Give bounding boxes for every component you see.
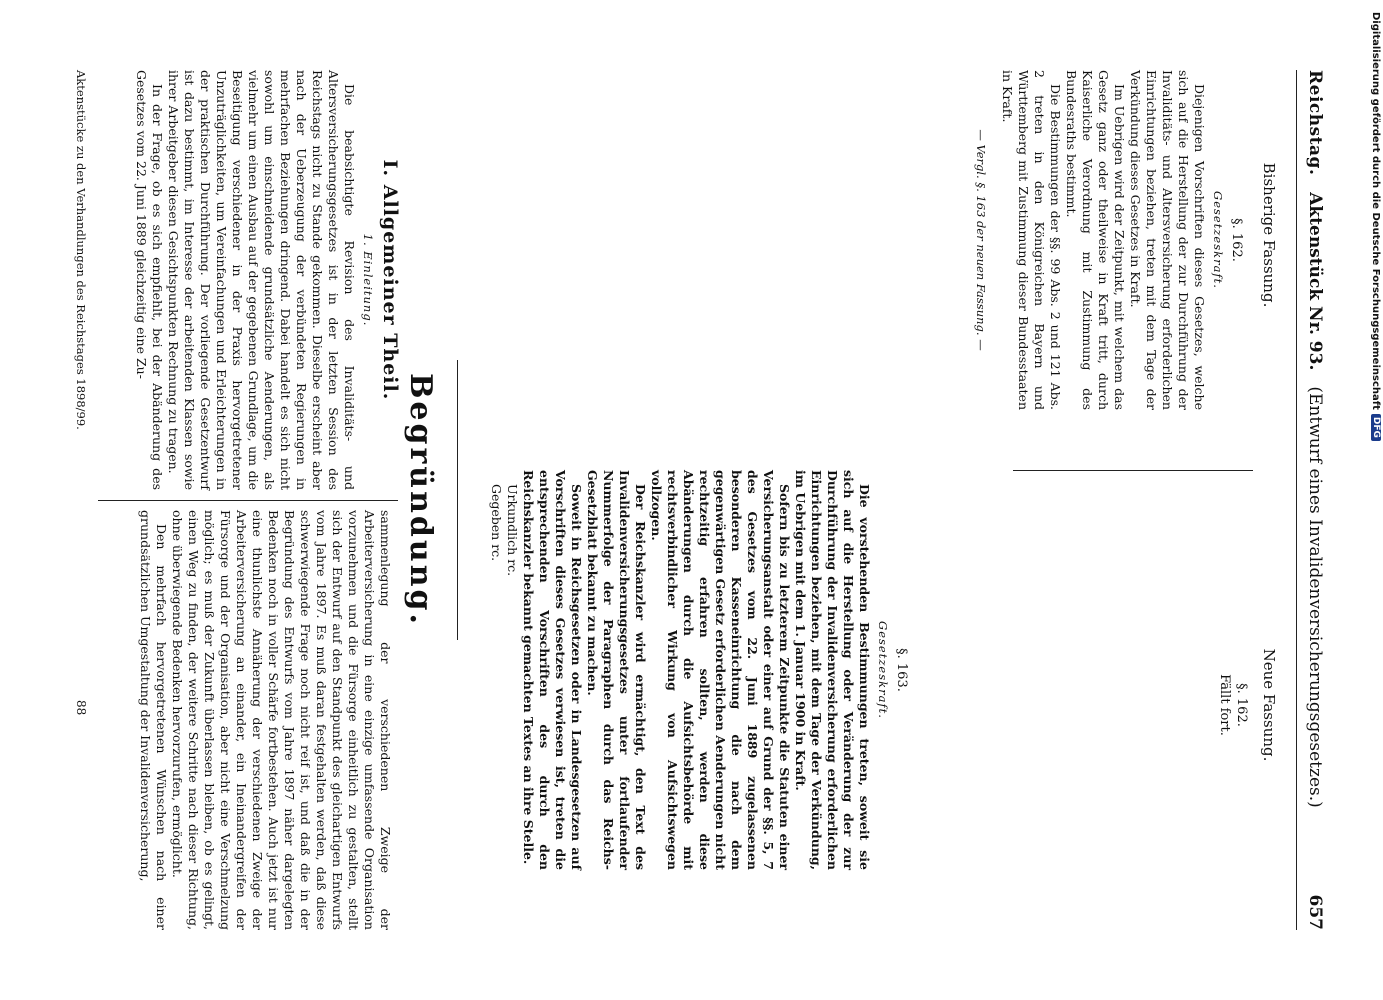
introduction-subtitle: 1. Einleitung.: [361, 233, 375, 327]
cross-reference-note: — Vergl. §. 163 der neuen Fassung. —: [974, 129, 988, 351]
section-163: §. 163.: [894, 648, 909, 692]
old-version-column: [973, 70, 1248, 410]
new-paragraph-4: Soweit in Reichsgesetzen oder in Landesgesetzen auf Vorschriften dieses Gesetzes verwiesen ist, treten die entsprechenden Vorschriften des durch den Reichskanzler bekannt gemachten Textes an ihre Stelle.: [521, 470, 584, 870]
begruendung-paragraph-4: Den mehrfach hervorgetretenen Wünschen nach einer grundsätzlichen Umgestaltung der Invalidenversicherung,: [138, 510, 169, 930]
general-part-title: I. Allgemeiner Theil.: [379, 159, 401, 401]
header-doc-number: Aktenstück Nr. 93.: [1305, 192, 1325, 371]
header-left: Reichstag.: [1305, 70, 1325, 176]
header-doc-title: (Entwurf eines Invalidenversicherungsgesetzes.): [1305, 386, 1325, 808]
old-paragraph-2: Im Uebrigen wird der Zeitpunkt, mit welchem das Gesetz ganz oder theilweise in Kraft tritt, durch Kaiserliche Verordnung mit Zustimmung des Bundesraths bestimmt.: [1064, 70, 1127, 410]
new-paragraph-2: Sofern bis zu letzterem Zeitpunkte die Statuten einer Versicherungsanstalt oder einer auf Grund der §§. 5, 7 des Gesetzes vom 22. Juni 1889 zugelassenen besonderen Kasseneinrichtung die nach dem gegenwärtigen Gesetz erforderlichen Aenderungen nicht rechtzeitig erfahren sollten, werden diese Abänderungen durch die Aufsichtsbehörde mit rechtsverbindlicher Wirkung von Aufsichtswegen vollzogen.: [649, 470, 792, 870]
side-credit-text: Digitalisierung gefördert durch die Deutsche Forschungsgemeinschaft: [1370, 12, 1382, 410]
begruendung-column-divider: [98, 500, 398, 501]
new-paragraph-1: Die vorstehenden Bestimmungen treten, soweit sie sich auf die Herstellung oder Veränderung der zur Durchführung der Invalidenversicherung erforderlichen Einrichtungen beziehen, mit dem Tage der Verkündung, im Uebrigen mit dem 1. Januar 1900 in Kraft.: [793, 470, 872, 870]
removed-note: Fällt fort.: [1217, 674, 1232, 736]
section-subtitle-old: Gesetzeskraft.: [1211, 191, 1225, 289]
header-center: [1305, 192, 1325, 808]
side-credit-inner: [1369, 12, 1383, 982]
footer-source: Aktenstücke zu den Verhandlungen des Reichstages 1898/99.: [74, 70, 88, 430]
section-162-new: §. 162.: [1234, 683, 1249, 727]
old-paragraph-3: Die Bestimmungen der §§. 99 Abs. 2 und 121 Abs. 2 treten in den Königreichen Bayern und Württemberg mit Zustimmung dieser Bundesstaaten in Kraft.: [1000, 70, 1063, 410]
begruendung-paragraph-2: In der Frage, ob es sich empfiehlt, bei der Abänderung des Gesetzes vom 22. Juni 1889 gleichzeitig eine Zu-: [134, 70, 165, 490]
dfg-logo: DFG: [1371, 414, 1381, 441]
begruendung-paragraph-1: Die beabsichtigte Revision des Invaliditäts- und Altersversicherungsgesetzes ist in der letzten Session des Reichstags nicht zu Stande gekommen. Dieselbe erscheint aber nach der Ueberzeugung der verbündeten Regierungen in mehrfachen Beziehungen dringend. Dabei handelt es sich nicht sowohl um einschneidende grundsätzliche Aenderungen, als vielmehr um einen Ausbau auf der gegebenen Grundlage, um die Beseitigung verschiedener in der Praxis hervorgetretener Unzuträglichkeiten, um Vereinfachungen und Erleichterungen in der praktischen Durchführung. Der vorliegende Gesetzentwurf ist dazu bestimmt, im Interesse der arbeitenden Klassen sowie ihrer Arbeitgeber diesen Gesichtspunkten Rechnung zu tragen.: [166, 70, 357, 490]
page-number: 657: [1305, 894, 1325, 930]
page-header: [1296, 70, 1325, 930]
closing-gegeben: Gegeben rc.: [489, 484, 504, 562]
new-version-column: [488, 470, 913, 870]
section-divider: [457, 360, 458, 640]
old-version-heading: Bisherige Fassung.: [1260, 162, 1278, 308]
column-divider: [1013, 470, 1253, 471]
closing-urkundlich: Urkundlich rc.: [505, 484, 520, 577]
old-paragraph-1: Diejenigen Vorschriften dieses Gesetzes, welche sich auf die Herstellung der zur Durchführung der Invaliditäts- und Altersversicherung erforderlichen Einrichtungen beziehen, treten mit dem Tage der Verkündung dieses Gesetzes in Kraft.: [1128, 70, 1207, 410]
section-subtitle-new: Gesetzeskraft.: [876, 621, 890, 719]
begruendung-paragraph-3: sammenlegung der verschiedenen Zweige der Arbeiterversicherung in eine einzige umfassende Organisation vorzunehmen und die Fürsorge einheitlich zu gestalten, stellt sich der Entwurf auf den Standpunkt des gleichartigen Entwurfs vom Jahre 1897. Es muß daran festgehalten werden, daß diese schwerwiegende Frage noch nicht reif ist, und daß die in der Begründung des Entwurfs vom Jahre 1897 näher dargelegten Bedenken noch in voller Schärfe fortbestehen. Auch jetzt ist nur eine thunlichste Annäherung der verschiedenen Zweige der Arbeiterversicherung an einander, ein Ineinandergreifen der Fürsorge und der Organisation, aber nicht eine Verschmelzung möglich; es muß der Zukunft überlassen bleiben, ob es gelingt, einen Weg zu finden, der weitere Schritte nach dieser Richtung, ohne überwiegende Bedenken hervorzurufen, ermöglicht.: [170, 510, 393, 930]
new-version-heading: Neue Fassung.: [1260, 648, 1278, 762]
begruendung-title: Begründung.: [403, 373, 438, 627]
begruendung-right-column: [137, 510, 393, 930]
begruendung-left-column: [133, 70, 401, 490]
side-credit: [1369, 12, 1383, 982]
section-162-old: §. 162.: [1229, 218, 1244, 262]
new-version-removed-block: [1217, 540, 1253, 870]
footer-sheet-number: 88: [74, 700, 88, 716]
new-paragraph-3: Der Reichskanzler wird ermächtigt, den Text des Invalidenversicherungsgesetzes unter fortlaufender Nummerfolge der Paragraphen durch das Reichs-Gesetzblatt bekannt zu machen.: [585, 470, 648, 870]
